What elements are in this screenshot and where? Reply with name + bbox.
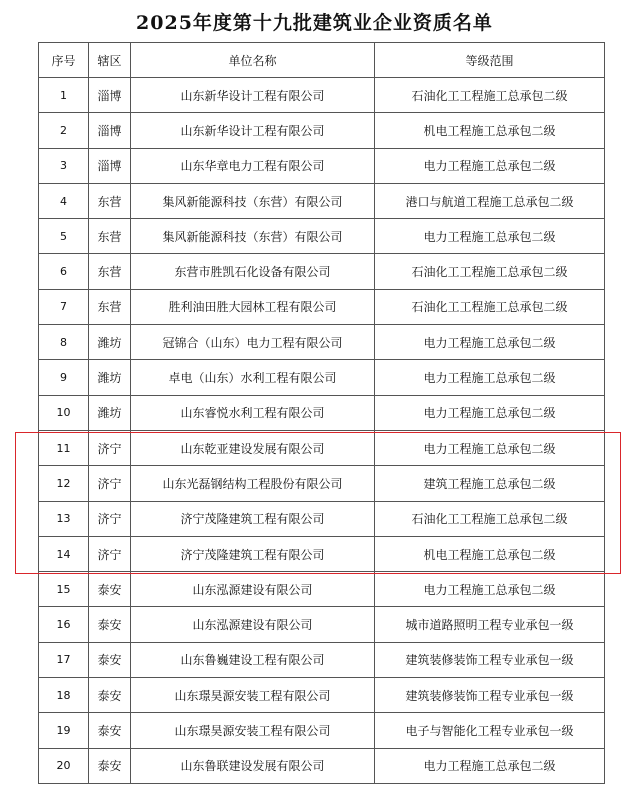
cell-serial-number: 10	[39, 395, 89, 430]
cell-company-name: 山东华章电力工程有限公司	[131, 148, 375, 183]
table-row	[39, 254, 605, 289]
table-row	[39, 572, 605, 607]
cell-district: 东营	[89, 289, 131, 324]
table-row	[39, 78, 605, 113]
cell-company-name: 山东光磊钢结构工程股份有限公司	[131, 466, 375, 501]
cell-company-name: 济宁茂隆建筑工程有限公司	[131, 536, 375, 571]
cell-district: 泰安	[89, 572, 131, 607]
cell-company-name: 冠锦合（山东）电力工程有限公司	[131, 325, 375, 360]
cell-qualification-scope: 建筑装修装饰工程专业承包一级	[375, 678, 605, 713]
cell-serial-number: 11	[39, 430, 89, 465]
cell-company-name: 山东泓源建设有限公司	[131, 607, 375, 642]
cell-qualification-scope: 机电工程施工总承包二级	[375, 536, 605, 571]
table-row	[39, 536, 605, 571]
cell-qualification-scope: 电力工程施工总承包二级	[375, 148, 605, 183]
cell-serial-number: 4	[39, 183, 89, 218]
cell-qualification-scope: 石油化工工程施工总承包二级	[375, 78, 605, 113]
cell-district: 泰安	[89, 713, 131, 748]
cell-serial-number: 15	[39, 572, 89, 607]
header-company-name: 单位名称	[131, 43, 375, 78]
page-title: 2025年度第十九批建筑业企业资质名单	[136, 12, 493, 34]
cell-qualification-scope: 石油化工工程施工总承包二级	[375, 254, 605, 289]
cell-company-name: 山东睿悦水利工程有限公司	[131, 395, 375, 430]
cell-serial-number: 1	[39, 78, 89, 113]
cell-company-name: 山东新华设计工程有限公司	[131, 78, 375, 113]
cell-serial-number: 5	[39, 219, 89, 254]
cell-serial-number: 7	[39, 289, 89, 324]
cell-district: 东营	[89, 254, 131, 289]
cell-qualification-scope: 电力工程施工总承包二级	[375, 360, 605, 395]
cell-serial-number: 14	[39, 536, 89, 571]
table-row	[39, 607, 605, 642]
cell-district: 东营	[89, 183, 131, 218]
header-qualification-scope: 等级范围	[375, 43, 605, 78]
cell-district: 潍坊	[89, 360, 131, 395]
table-row	[39, 360, 605, 395]
cell-district: 淄博	[89, 148, 131, 183]
table-row	[39, 466, 605, 501]
table-row	[39, 748, 605, 783]
cell-serial-number: 9	[39, 360, 89, 395]
table-row	[39, 289, 605, 324]
table-row	[39, 148, 605, 183]
cell-district: 泰安	[89, 642, 131, 677]
cell-company-name: 卓电（山东）水利工程有限公司	[131, 360, 375, 395]
table-body	[39, 78, 605, 784]
cell-district: 潍坊	[89, 395, 131, 430]
header-district: 辖区	[89, 43, 131, 78]
cell-company-name: 山东鲁联建设发展有限公司	[131, 748, 375, 783]
cell-district: 潍坊	[89, 325, 131, 360]
cell-serial-number: 12	[39, 466, 89, 501]
table-row	[39, 642, 605, 677]
cell-company-name: 济宁茂隆建筑工程有限公司	[131, 501, 375, 536]
cell-district: 泰安	[89, 678, 131, 713]
cell-qualification-scope: 电子与智能化工程专业承包一级	[375, 713, 605, 748]
table-header-row	[39, 43, 605, 78]
cell-district: 泰安	[89, 607, 131, 642]
cell-qualification-scope: 建筑装修装饰工程专业承包一级	[375, 642, 605, 677]
cell-company-name: 山东新华设计工程有限公司	[131, 113, 375, 148]
cell-qualification-scope: 机电工程施工总承包二级	[375, 113, 605, 148]
table-row	[39, 430, 605, 465]
cell-qualification-scope: 建筑工程施工总承包二级	[375, 466, 605, 501]
cell-district: 淄博	[89, 113, 131, 148]
cell-serial-number: 19	[39, 713, 89, 748]
cell-district: 济宁	[89, 536, 131, 571]
cell-district: 泰安	[89, 748, 131, 783]
cell-company-name: 集风新能源科技（东营）有限公司	[131, 219, 375, 254]
cell-qualification-scope: 电力工程施工总承包二级	[375, 325, 605, 360]
cell-serial-number: 3	[39, 148, 89, 183]
cell-qualification-scope: 电力工程施工总承包二级	[375, 572, 605, 607]
cell-serial-number: 18	[39, 678, 89, 713]
cell-district: 淄博	[89, 78, 131, 113]
table-row	[39, 678, 605, 713]
cell-qualification-scope: 石油化工工程施工总承包二级	[375, 501, 605, 536]
cell-company-name: 山东乾亚建设发展有限公司	[131, 430, 375, 465]
cell-company-name: 山东璟昊源安装工程有限公司	[131, 678, 375, 713]
cell-qualification-scope: 城市道路照明工程专业承包一级	[375, 607, 605, 642]
cell-company-name: 东营市胜凯石化设备有限公司	[131, 254, 375, 289]
cell-serial-number: 16	[39, 607, 89, 642]
cell-qualification-scope: 电力工程施工总承包二级	[375, 430, 605, 465]
header-serial-number: 序号	[39, 43, 89, 78]
table-row	[39, 325, 605, 360]
cell-district: 东营	[89, 219, 131, 254]
cell-serial-number: 8	[39, 325, 89, 360]
qualification-table	[38, 42, 605, 784]
cell-district: 济宁	[89, 501, 131, 536]
cell-qualification-scope: 电力工程施工总承包二级	[375, 748, 605, 783]
cell-company-name: 胜利油田胜大园林工程有限公司	[131, 289, 375, 324]
cell-qualification-scope: 电力工程施工总承包二级	[375, 395, 605, 430]
table-row	[39, 395, 605, 430]
cell-qualification-scope: 港口与航道工程施工总承包二级	[375, 183, 605, 218]
table-row	[39, 113, 605, 148]
cell-company-name: 集风新能源科技（东营）有限公司	[131, 183, 375, 218]
table-row	[39, 219, 605, 254]
cell-serial-number: 20	[39, 748, 89, 783]
cell-serial-number: 2	[39, 113, 89, 148]
table-row	[39, 501, 605, 536]
cell-company-name: 山东泓源建设有限公司	[131, 572, 375, 607]
cell-serial-number: 13	[39, 501, 89, 536]
cell-serial-number: 17	[39, 642, 89, 677]
table-row	[39, 713, 605, 748]
cell-qualification-scope: 石油化工工程施工总承包二级	[375, 289, 605, 324]
cell-qualification-scope: 电力工程施工总承包二级	[375, 219, 605, 254]
cell-district: 济宁	[89, 430, 131, 465]
cell-serial-number: 6	[39, 254, 89, 289]
table-row	[39, 183, 605, 218]
cell-company-name: 山东鲁巍建设工程有限公司	[131, 642, 375, 677]
cell-company-name: 山东璟昊源安装工程有限公司	[131, 713, 375, 748]
cell-district: 济宁	[89, 466, 131, 501]
